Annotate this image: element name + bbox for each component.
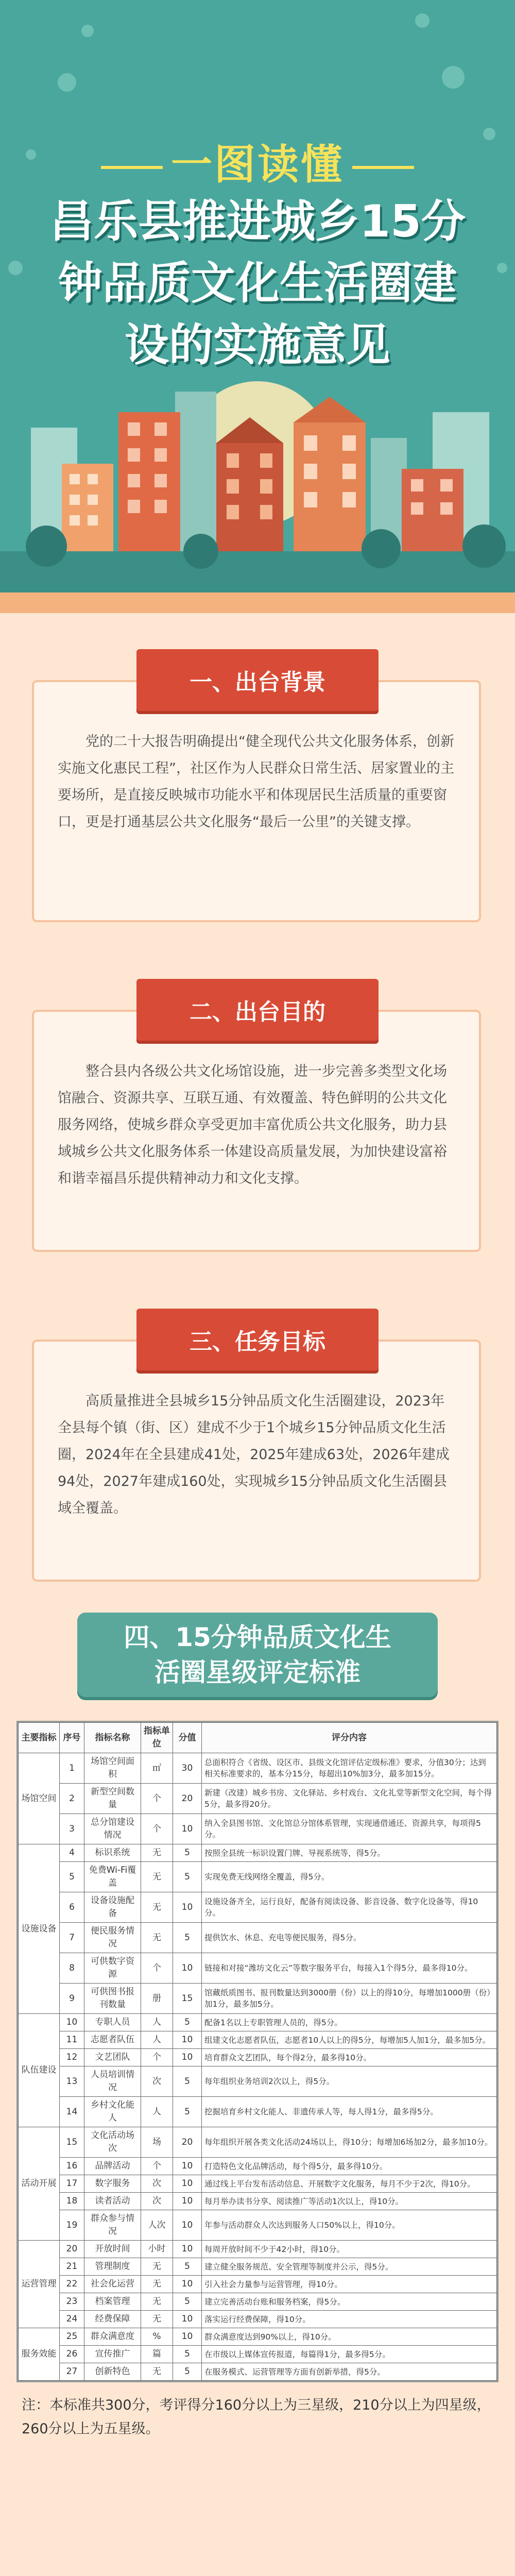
scoring-content-cell: 落实运行经费保障，得10分。 xyxy=(202,2311,497,2328)
table-row xyxy=(19,2210,497,2241)
unit-cell: 场 xyxy=(141,2127,173,2158)
table-row xyxy=(19,2049,497,2066)
row-number-cell: 16 xyxy=(60,2158,84,2175)
unit-cell: 人 xyxy=(141,2014,173,2031)
score-cell: 15 xyxy=(173,1984,202,2014)
overline-text: 一图读懂 xyxy=(171,141,344,189)
score-cell: 10 xyxy=(173,1953,202,1984)
score-cell: 5 xyxy=(173,1923,202,1953)
standards-section-title xyxy=(77,1613,438,1697)
scoring-content-cell: 设施设备齐全，运行良好，配备有阅读设备、影音设备、数字化设备等，得10分。 xyxy=(202,1892,497,1923)
table-row xyxy=(19,2241,497,2258)
unit-cell: 个 xyxy=(141,2158,173,2175)
hero-title-line-3: 设的实施意见 xyxy=(125,319,390,371)
indicator-name-cell: 品牌活动 xyxy=(84,2158,141,2175)
section-background-text: 党的二十大报告明确提出“健全现代公共文化服务体系，创新实施文化惠民工程”，社区作为人民群众日常生活、居家置业的主要场所，是直接反映城市功能水平和体现居民生活质量的重要窗口，更是打通基层公共文化服务“最后一公里”的关键支撑。 xyxy=(58,734,454,830)
row-number-cell: 17 xyxy=(60,2175,84,2193)
indicator-name-cell: 场馆空间面积 xyxy=(84,1753,141,1784)
table-row xyxy=(19,1814,497,1844)
scoring-content-cell: 配备1名以上专职管理人员的，得5分。 xyxy=(202,2014,497,2031)
hero-overline xyxy=(0,131,515,191)
unit-cell: 个 xyxy=(141,2049,173,2066)
scoring-content-cell: 每年组织业务培训2次以上，得5分。 xyxy=(202,2066,497,2097)
standards-title-line-1: 四、15分钟品质文化生 xyxy=(124,1622,391,1652)
table-row xyxy=(19,2127,497,2158)
unit-cell: 无 xyxy=(141,2311,173,2328)
hero-title-line-2: 钟品质文化生活圈建 xyxy=(58,258,457,309)
category-cell: 设施设备 xyxy=(19,1844,60,2014)
scoring-content-cell: 组建文化志愿者队伍，志愿者10人以上的得5分，每增加5人加1分，最多加5分。 xyxy=(202,2031,497,2049)
table-row xyxy=(19,2311,497,2328)
score-cell: 10 xyxy=(173,2328,202,2346)
header-score: 分值 xyxy=(173,1723,202,1753)
score-cell: 20 xyxy=(173,2127,202,2158)
score-cell: 5 xyxy=(173,2258,202,2276)
unit-cell: 小时 xyxy=(141,2241,173,2258)
table-row xyxy=(19,1862,497,1892)
indicator-name-cell: 数字服务 xyxy=(84,2175,141,2193)
standards-title-line-2: 活圈星级评定标准 xyxy=(154,1657,360,1687)
unit-cell: 无 xyxy=(141,2293,173,2311)
unit-cell: ㎡ xyxy=(141,1753,173,1784)
indicator-name-cell: 经费保障 xyxy=(84,2311,141,2328)
standards-table-container xyxy=(16,1721,499,2382)
scoring-content-cell: 通过线上平台发布活动信息、开展数字文化服务，每月不少于2次，得10分。 xyxy=(202,2175,497,2193)
scoring-content-cell: 纳入全县图书馆、文化馆总分馆体系管理，实现通借通还、资源共享，每项得5分。 xyxy=(202,1814,497,1844)
scoring-content-cell: 在市级以上媒体宣传报道，每篇得1分，最多得5分。 xyxy=(202,2346,497,2363)
row-number-cell: 20 xyxy=(60,2241,84,2258)
score-cell: 10 xyxy=(173,1814,202,1844)
header-number: 序号 xyxy=(60,1723,84,1753)
table-row xyxy=(19,2276,497,2293)
overline-rule-right xyxy=(352,166,414,169)
scoring-content-cell: 新建（改建）城乡书房、文化驿站、乡村戏台、文化礼堂等新型文化空间，每个得5分，最多得20分。 xyxy=(202,1784,497,1814)
row-number-cell: 12 xyxy=(60,2049,84,2066)
score-cell: 10 xyxy=(173,2241,202,2258)
score-cell: 10 xyxy=(173,1892,202,1923)
header-category: 主要指标 xyxy=(19,1723,60,1753)
score-cell: 5 xyxy=(173,2293,202,2311)
indicator-name-cell: 群众参与情况 xyxy=(84,2210,141,2241)
category-cell: 队伍建设 xyxy=(19,2014,60,2127)
score-cell: 10 xyxy=(173,2031,202,2049)
row-number-cell: 8 xyxy=(60,1953,84,1984)
table-header-row xyxy=(19,1723,497,1753)
category-cell: 运营管理 xyxy=(19,2241,60,2328)
unit-cell: 个 xyxy=(141,1814,173,1844)
section-background-badge: 一、出台背景 xyxy=(136,649,379,711)
scoring-content-cell: 链接和对接“潍坊文化云”等数字服务平台，每接入1个得5分，最多得10分。 xyxy=(202,1953,497,1984)
row-number-cell: 3 xyxy=(60,1814,84,1844)
unit-cell: 次 xyxy=(141,2066,173,2097)
score-cell: 5 xyxy=(173,1862,202,1892)
section-targets-box xyxy=(32,1340,481,1582)
row-number-cell: 5 xyxy=(60,1862,84,1892)
indicator-name-cell: 创新特色 xyxy=(84,2363,141,2381)
row-number-cell: 10 xyxy=(60,2014,84,2031)
row-number-cell: 23 xyxy=(60,2293,84,2311)
indicator-name-cell: 宣传推广 xyxy=(84,2346,141,2363)
row-number-cell: 11 xyxy=(60,2031,84,2049)
scoring-content-cell: 打造特色文化品牌活动，每个得5分，最多得10分。 xyxy=(202,2158,497,2175)
indicator-name-cell: 档案管理 xyxy=(84,2293,141,2311)
score-cell: 5 xyxy=(173,2346,202,2363)
indicator-name-cell: 群众满意度 xyxy=(84,2328,141,2346)
scoring-content-cell: 每周开放时间不少于42小时，得10分。 xyxy=(202,2241,497,2258)
indicator-name-cell: 文化活动场次 xyxy=(84,2127,141,2158)
unit-cell: 无 xyxy=(141,1844,173,1862)
score-cell: 10 xyxy=(173,2193,202,2210)
hero-title xyxy=(21,191,494,376)
scoring-content-cell: 每月举办读书分享、阅读推广等活动1次以上，得10分。 xyxy=(202,2193,497,2210)
scoring-content-cell: 建立健全服务规范、安全管理等制度并公示，得5分。 xyxy=(202,2258,497,2276)
table-row xyxy=(19,2158,497,2175)
table-row xyxy=(19,2097,497,2127)
scoring-content-cell: 引入社会力量参与运营管理，得10分。 xyxy=(202,2276,497,2293)
row-number-cell: 14 xyxy=(60,2097,84,2127)
score-cell: 10 xyxy=(173,2311,202,2328)
indicator-name-cell: 志愿者队伍 xyxy=(84,2031,141,2049)
unit-cell: 人 xyxy=(141,2097,173,2127)
header-unit: 指标单位 xyxy=(141,1723,173,1753)
score-cell: 5 xyxy=(173,2363,202,2381)
indicator-name-cell: 读者活动 xyxy=(84,2193,141,2210)
table-row xyxy=(19,2346,497,2363)
table-row xyxy=(19,1923,497,1953)
section-background-box xyxy=(32,680,481,922)
score-cell: 20 xyxy=(173,1784,202,1814)
table-row xyxy=(19,2014,497,2031)
table-row xyxy=(19,1753,497,1784)
table-row xyxy=(19,1844,497,1862)
indicator-name-cell: 可供数字资源 xyxy=(84,1953,141,1984)
row-number-cell: 25 xyxy=(60,2328,84,2346)
table-row xyxy=(19,2258,497,2276)
row-number-cell: 7 xyxy=(60,1923,84,1953)
indicator-name-cell: 专职人员 xyxy=(84,2014,141,2031)
unit-cell: 个 xyxy=(141,1953,173,1984)
row-number-cell: 9 xyxy=(60,1984,84,2014)
table-row xyxy=(19,2031,497,2049)
category-cell: 场馆空间 xyxy=(19,1753,60,1844)
row-number-cell: 1 xyxy=(60,1753,84,1784)
table-row xyxy=(19,1953,497,1984)
scoring-content-cell: 提供饮水、休息、充电等便民服务，得5分。 xyxy=(202,1923,497,1953)
indicator-name-cell: 乡村文化能人 xyxy=(84,2097,141,2127)
unit-cell: 无 xyxy=(141,1923,173,1953)
row-number-cell: 13 xyxy=(60,2066,84,2097)
score-cell: 10 xyxy=(173,2049,202,2066)
indicator-name-cell: 便民服务情况 xyxy=(84,1923,141,1953)
indicator-name-cell: 新型空间数量 xyxy=(84,1784,141,1814)
section-targets-text: 高质量推进全县城乡15分钟品质文化生活圈建设，2023年全县每个镇（街、区）建成不少于1个城乡15分钟品质文化生活圈，2024年在全县建成41处，2025年建成63处，2026年建成94处，2027年建成160处，实现城乡15分钟品质文化生活圈县域全覆盖。 xyxy=(58,1393,450,1516)
row-number-cell: 18 xyxy=(60,2193,84,2210)
indicator-name-cell: 人员培训情况 xyxy=(84,2066,141,2097)
table-row xyxy=(19,2328,497,2346)
row-number-cell: 27 xyxy=(60,2363,84,2381)
unit-cell: % xyxy=(141,2328,173,2346)
unit-cell: 无 xyxy=(141,1862,173,1892)
scoring-content-cell: 在服务模式、运营管理等方面有创新举措，得5分。 xyxy=(202,2363,497,2381)
indicator-name-cell: 标识系统 xyxy=(84,1844,141,1862)
score-cell: 10 xyxy=(173,2276,202,2293)
hero-banner xyxy=(0,0,515,592)
table-row xyxy=(19,1984,497,2014)
header-indicator-name: 指标名称 xyxy=(84,1723,141,1753)
indicator-name-cell: 设备设施配备 xyxy=(84,1892,141,1923)
indicator-name-cell: 免费Wi-Fi覆盖 xyxy=(84,1862,141,1892)
unit-cell: 无 xyxy=(141,1892,173,1923)
row-number-cell: 26 xyxy=(60,2346,84,2363)
unit-cell: 无 xyxy=(141,2363,173,2381)
overline-rule-left xyxy=(101,166,163,169)
unit-cell: 无 xyxy=(141,2276,173,2293)
category-cell: 活动开展 xyxy=(19,2127,60,2241)
scoring-content-cell: 建立完善活动台账和服务档案，得5分。 xyxy=(202,2293,497,2311)
score-cell: 5 xyxy=(173,2014,202,2031)
unit-cell: 次 xyxy=(141,2175,173,2193)
section-purpose-box xyxy=(32,1010,481,1252)
table-row xyxy=(19,2363,497,2381)
section-purpose-badge: 二、出台目的 xyxy=(136,979,379,1041)
unit-cell: 人次 xyxy=(141,2210,173,2241)
scoring-content-cell: 馆藏纸质图书、报刊数量达到3000册（份）以上的得10分，每增加1000册（份）加1分，最多加5分。 xyxy=(202,1984,497,2014)
table-row xyxy=(19,2193,497,2210)
score-cell: 10 xyxy=(173,2158,202,2175)
header-scoring-content: 评分内容 xyxy=(202,1723,497,1753)
indicator-name-cell: 文艺团队 xyxy=(84,2049,141,2066)
scoring-content-cell: 年参与活动群众人次达到服务人口50%以上，得10分。 xyxy=(202,2210,497,2241)
table-row xyxy=(19,2293,497,2311)
table-row xyxy=(19,1784,497,1814)
score-cell: 10 xyxy=(173,2210,202,2241)
row-number-cell: 21 xyxy=(60,2258,84,2276)
row-number-cell: 19 xyxy=(60,2210,84,2241)
indicator-name-cell: 社会化运营 xyxy=(84,2276,141,2293)
score-cell: 10 xyxy=(173,2175,202,2193)
table-row xyxy=(19,2066,497,2097)
scoring-content-cell: 每年组织开展各类文化活动24场以上，得10分；每增加6场加2分，最多加10分。 xyxy=(202,2127,497,2158)
scoring-content-cell: 实现免费无线网络全覆盖，得5分。 xyxy=(202,1862,497,1892)
score-cell: 5 xyxy=(173,1844,202,1862)
indicator-name-cell: 管理制度 xyxy=(84,2258,141,2276)
hero-title-line-1: 昌乐县推进城乡15分 xyxy=(49,196,466,247)
unit-cell: 册 xyxy=(141,1984,173,2014)
row-number-cell: 15 xyxy=(60,2127,84,2158)
row-number-cell: 6 xyxy=(60,1892,84,1923)
unit-cell: 次 xyxy=(141,2193,173,2210)
score-cell: 30 xyxy=(173,1753,202,1784)
section-purpose-text: 整合县内各级公共文化场馆设施，进一步完善多类型文化场馆融合、资源共享、互联互通、有效覆盖、特色鲜明的公共文化服务网络，使城乡群众享受更加丰富优质公共文化服务，助力县域城乡公共文化服务体系一体建设高质量发展，为加快建设富裕和谐幸福昌乐提供精神动力和文化支撑。 xyxy=(58,1063,447,1187)
table-row xyxy=(19,2175,497,2193)
row-number-cell: 24 xyxy=(60,2311,84,2328)
indicator-name-cell: 总分馆建设情况 xyxy=(84,1814,141,1844)
unit-cell: 个 xyxy=(141,1784,173,1814)
table-row xyxy=(19,1892,497,1923)
scoring-content-cell: 总面积符合《省级、设区市、县级文化馆评估定级标准》要求，分值30分；达到相关标准要求的，基本分15分，每超出10%加3分，最多加15分。 xyxy=(202,1753,497,1784)
indicator-name-cell: 开放时间 xyxy=(84,2241,141,2258)
scoring-content-cell: 群众满意度达到90%以上，得10分。 xyxy=(202,2328,497,2346)
row-number-cell: 2 xyxy=(60,1784,84,1814)
category-cell: 服务效能 xyxy=(19,2328,60,2381)
table-body xyxy=(19,1753,497,2381)
standards-footnote: 注：本标准共300分，考评得分160分以上为三星级，210分以上为四星级，260分以上为五星级。 xyxy=(22,2397,491,2437)
standards-table xyxy=(18,1722,497,2381)
score-cell: 5 xyxy=(173,2097,202,2127)
unit-cell: 人 xyxy=(141,2031,173,2049)
scoring-content-cell: 培育群众文艺团队，每个得2分，最多得10分。 xyxy=(202,2049,497,2066)
unit-cell: 篇 xyxy=(141,2346,173,2363)
unit-cell: 无 xyxy=(141,2258,173,2276)
scoring-content-cell: 按照全县统一标识设置门牌、导视系统等，得5分。 xyxy=(202,1844,497,1862)
indicator-name-cell: 可供图书报刊数量 xyxy=(84,1984,141,2014)
score-cell: 5 xyxy=(173,2066,202,2097)
row-number-cell: 4 xyxy=(60,1844,84,1862)
hero-bottom-stripe xyxy=(0,592,515,613)
row-number-cell: 22 xyxy=(60,2276,84,2293)
section-targets-badge: 三、任务目标 xyxy=(136,1309,379,1370)
scoring-content-cell: 挖掘培育乡村文化能人、非遗传承人等，每人得1分，最多得5分。 xyxy=(202,2097,497,2127)
